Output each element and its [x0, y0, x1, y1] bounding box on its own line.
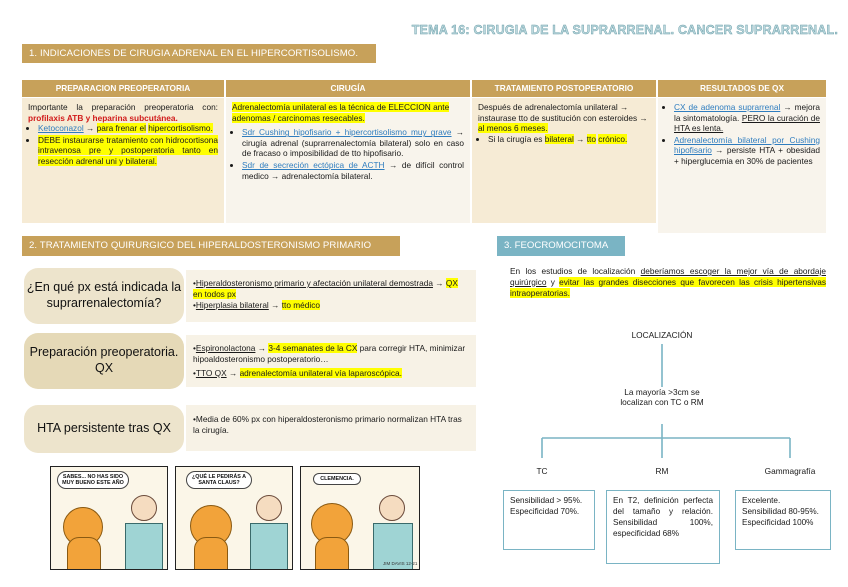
post-bullet-bilateral: • Si la cirugía es bilateral → tto crónico.	[488, 134, 650, 145]
comic-panel-1	[50, 466, 168, 570]
comic-bubble-1: SABES... NO HAS SIDO MUY BUENO ESTE AÑO	[57, 471, 129, 489]
q3-pill: HTA persistente tras QX	[24, 405, 184, 453]
col-head-post: TRATAMIENTO POSTOPERATORIO	[472, 80, 656, 97]
page-title: TEMA 16: CIRUGIA DE LA SUPRARRENAL. CANCER SUPRARRENAL.	[411, 23, 838, 37]
tree-rm: RM	[655, 466, 669, 476]
col-head-prep: PREPARACION PREOPERATORIA	[22, 80, 224, 97]
gammagrafia-box: Excelente. Sensibilidad 80-95%. Especificidad 100%	[735, 490, 831, 550]
tree-mid: La mayoría >3cm se localizan con TC o RM	[616, 387, 708, 408]
section-3-bar: 3. FEOCROMOCITOMA	[497, 236, 625, 256]
section-2-bar: 2. TRATAMIENTO QUIRURGICO DEL HIPERALDOSTERONISMO PRIMARIO	[22, 236, 400, 256]
q3-desc: •Media de 60% px con hiperaldosteronismo primario normalizan HTA tras la cirugía.	[186, 405, 476, 451]
cir-bullet-ectopica: • Sdr de secreción ectópica de ACTH → de difícil control medico → adrenalectomía bilateral.	[242, 160, 464, 181]
rm-box: En T2, definición perfecta del tamaño y relación. Sensibilidad 100%, especificidad 68%	[606, 490, 720, 564]
comic-panel-3	[300, 466, 420, 570]
q1-desc: •Hiperaldosteronismo primario y afectación unilateral demostrada → QX en todos px •Hiperplasia bilateral → tto médico	[186, 270, 476, 322]
col-head-cirugia: CIRUGÍA	[226, 80, 470, 97]
section-1-bar: 1. INDICACIONES DE CIRUGIA ADRENAL EN EL HIPERCORTISOLISMO.	[22, 44, 376, 63]
cir-bullet-cushing: • Sdr Cushing hipofisario + hipercortisolismo muy grave → cirugía adrenal (suprarrenalectomía bilateral) solo en caso de fracaso o imposibilidad de tto hipofisario.	[242, 127, 464, 159]
prep-bullet-ketoconazol: • Ketoconazol → para frenar el hipercortisolismo.	[38, 123, 218, 134]
res-bullet-adenoma: • CX de adenoma suprarrenal → mejora la sintomatología. PERO la curación de HTA es lenta.	[674, 102, 820, 134]
jon-figure	[131, 495, 157, 521]
prep-bullet-hidrocortisona: • DEBE instaurarse tratamiento con hidrocortisona intravenosa pre y postoperatoria tanto en resección adrenal uni y bilateral.	[38, 135, 218, 167]
q2-desc: •Espironolactona → 3-4 semanates de la CX para corregir HTA, minimizar hipoaldosteronismo postoperatorio… •TTO QX → adrenalectomía unilateral vía laparoscópica.	[186, 335, 476, 387]
tree-gammagrafia: Gammagrafía	[764, 466, 816, 476]
prep-cell: Importante la preparación preoperatoria con: profilaxis ATB y heparina subcutánea. • Ketoconazol → para frenar el hipercortisolismo. • DEBE instaurarse tratamiento con hidrocortisona intravenosa pre y postoperatoria tanto en resección adrenal uni y bilateral.	[22, 98, 224, 223]
q1-pill: ¿En qué px está indicada la suprarrenalectomía?	[24, 268, 184, 324]
cirugia-cell: Adrenalectomía unilateral es la técnica de ELECCION ante adenomas / carcinomas resecables. • Sdr Cushing hipofisario + hipercortisolismo muy grave → cirugía adrenal (suprarrenalectomía bilateral) solo en caso de fracaso o imposibilidad de tto hipofisario. • Sdr de secreción ectópica de ACTH → de difícil control medico → adrenalectomía bilateral.	[226, 98, 470, 223]
comic-panel-2	[175, 466, 293, 570]
comic-bubble-2: ¿QUÉ LE PEDIRÁS A SANTA CLAUS?	[186, 471, 252, 489]
comic-bubble-3: CLEMENCIA.	[313, 473, 361, 485]
res-bullet-bilateral: • Adrenalectomía bilateral por Cushing hipofisario → persiste HTA + obesidad + hiperglucemia en 30% de pacientes	[674, 135, 820, 167]
tc-box: Sensibilidad > 95%. Especificidad 70%.	[503, 490, 595, 550]
comic-strip	[50, 466, 422, 570]
resultados-cell	[658, 98, 826, 233]
post-cell: Después de adrenalectomía unilateral → instaurase tto de sustitución con esteroides → al menos 6 meses. • Si la cirugía es bilateral → tto crónico.	[472, 98, 656, 223]
tree-tc: TC	[536, 466, 548, 476]
feo-intro: En los estudios de localización deberíamos escoger la mejor vía de abordaje quirúrgico y evitar las grandes disecciones que favorecen las crisis hipertensivas intraoperatorias.	[510, 266, 826, 298]
tree-root: LOCALIZACIÓN	[631, 330, 693, 340]
q2-pill: Preparación preoperatoria. QX	[24, 333, 184, 389]
col-head-resultados: RESULTADOS DE QX	[658, 80, 826, 97]
comic-signature: JIM DAVIS 12-21	[383, 561, 418, 566]
